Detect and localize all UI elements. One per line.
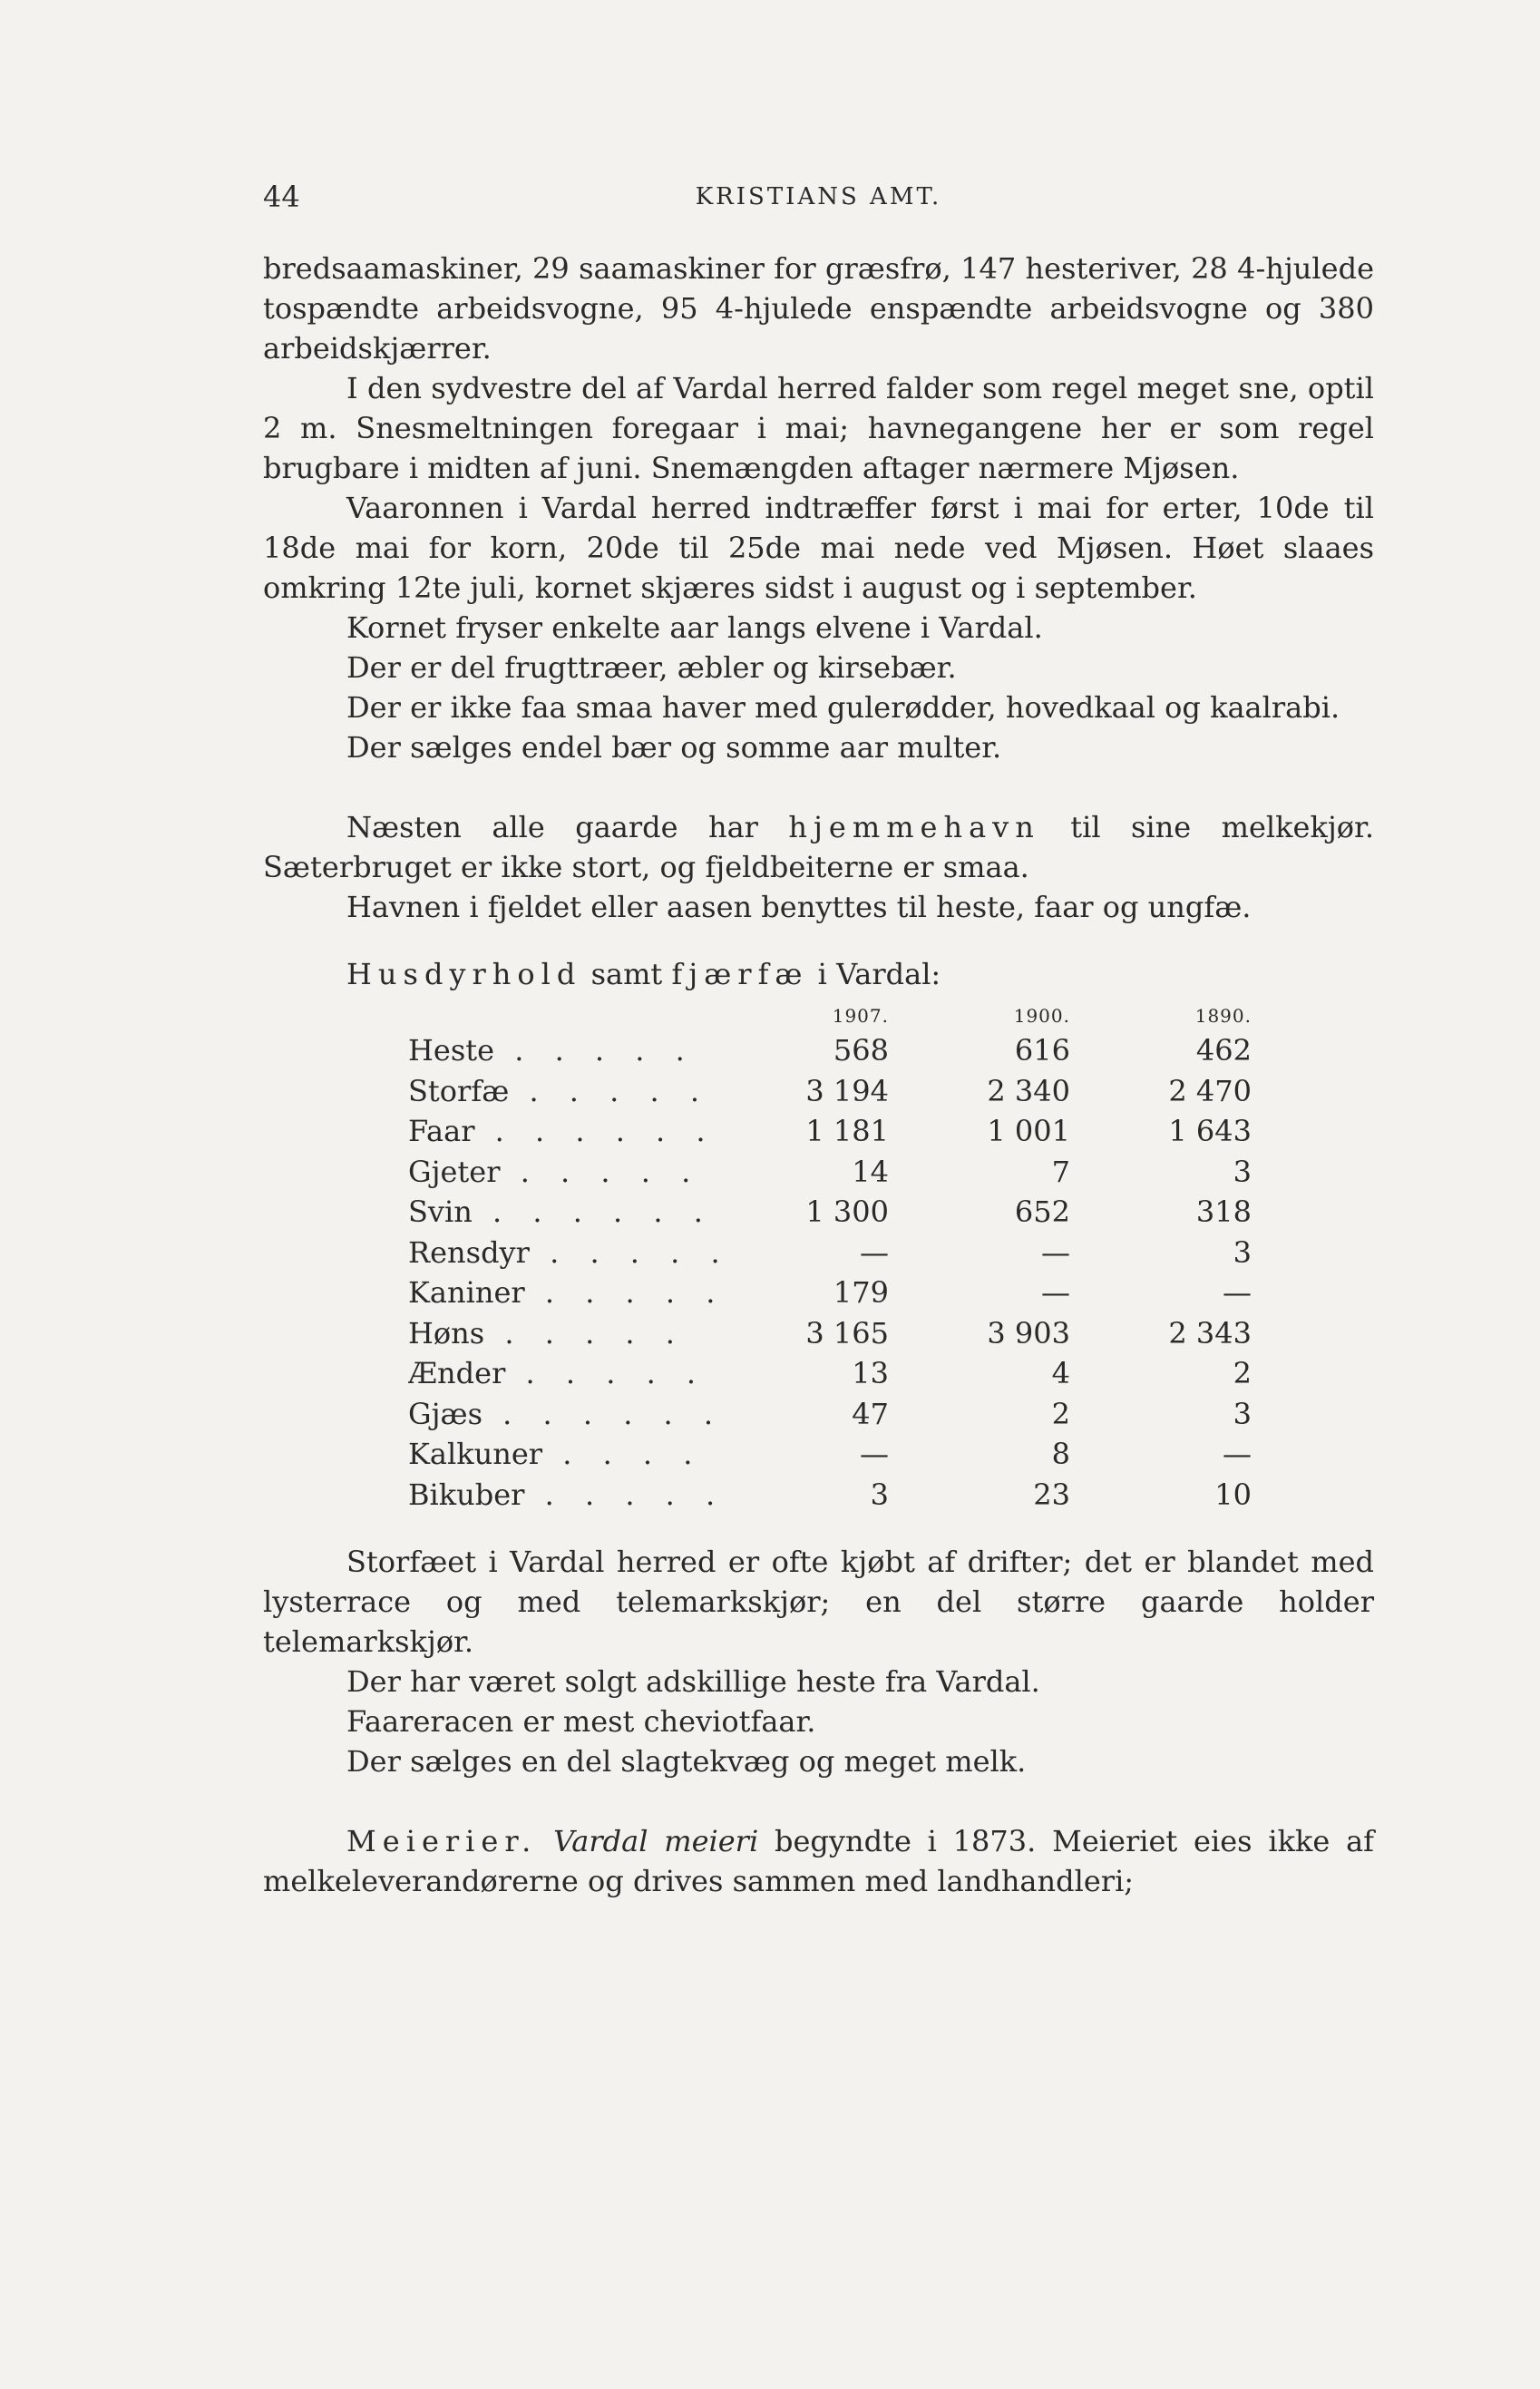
table-row (408, 1313, 1252, 1354)
text-run: til sine melkekjør. Sæterbruget er ikke stort, og fjeldbeiterne er smaa. (263, 810, 1375, 884)
paragraph: Der er ikke faa smaa haver med gulerødder, hovedkaal og kaalrabi. (346, 690, 1340, 725)
dot-leader: . . . . . (524, 1275, 726, 1311)
table-row (408, 1071, 1252, 1112)
cell-1890: 3 (1233, 1154, 1252, 1189)
cell-1907: 13 (852, 1356, 889, 1391)
cell-1900: 4 (1051, 1356, 1070, 1391)
cell-1900: 616 (1014, 1033, 1070, 1068)
animal-name: Bikuber (408, 1477, 525, 1512)
paragraph: Der er del frugttræer, æbler og kirsebær. (346, 650, 957, 685)
cell-1900: — (1041, 1234, 1070, 1270)
cell-1890: 2 (1233, 1356, 1252, 1391)
row-label (408, 1071, 789, 1112)
animal-name: Faar (408, 1114, 475, 1149)
cell-1907: 47 (852, 1396, 889, 1431)
paragraph: Der sælges en del slagtekvæg og meget melk. (346, 1744, 1027, 1779)
column-header-1900: 1900. (1013, 1005, 1070, 1027)
dot-leader: . . . . . (505, 1356, 707, 1391)
cell-1890: — (1223, 1437, 1252, 1472)
paragraph: Der sælges endel bær og somme aar multer. (346, 730, 1002, 765)
animal-name: Kalkuner (408, 1437, 543, 1472)
row-label (408, 1394, 789, 1435)
column-header-blank (408, 1005, 789, 1030)
column-header-1907: 1907. (832, 1005, 889, 1027)
animal-name: Gjæs (408, 1396, 482, 1431)
cell-1890: 462 (1195, 1033, 1252, 1068)
cell-1907: 179 (833, 1275, 889, 1311)
livestock-table (408, 1005, 1252, 1515)
cell-1890: 10 (1214, 1477, 1252, 1512)
row-label (408, 1152, 789, 1193)
table-row (408, 1152, 1252, 1193)
table-row (408, 1475, 1252, 1516)
row-label (408, 1434, 789, 1475)
cell-1907: 3 194 (805, 1073, 889, 1108)
table-row (408, 1394, 1252, 1435)
cell-1907: 1 300 (805, 1194, 889, 1230)
text-run: Næsten alle gaarde har (346, 810, 789, 844)
dot-leader: . . . . . . (472, 1194, 714, 1230)
animal-name: Svin (408, 1194, 473, 1230)
paragraph: Vaaronnen i Vardal herred indtræffer først i mai for erter, 10de til 18de mai for korn, 20de til 25de mai nede ved Mjøsen. Høet slaaes omkring 12te juli, kornet skjæres sidst i august og i september. (263, 491, 1374, 605)
cell-1900: 2 (1051, 1396, 1070, 1431)
cell-1890: 2 470 (1168, 1073, 1252, 1108)
animal-name: Heste (408, 1033, 495, 1068)
animal-name: Storfæ (408, 1073, 510, 1108)
dot-leader: . . . . . (524, 1477, 726, 1512)
cell-1907: 3 (870, 1477, 889, 1512)
cell-1907: 14 (852, 1154, 889, 1189)
table-header-row (408, 1005, 1252, 1030)
page-header (263, 172, 1374, 227)
paragraph: Havnen i fjeldet eller aasen benyttes til heste, faar og ungfæ. (346, 890, 1252, 924)
cell-1900: 2 340 (987, 1073, 1070, 1108)
dot-leader: . . . . . . (474, 1114, 716, 1149)
cell-1900: 8 (1051, 1437, 1070, 1472)
cell-1900: 1 001 (987, 1114, 1070, 1149)
table-row (408, 1233, 1252, 1273)
cell-1890: — (1223, 1275, 1252, 1311)
dot-leader: . . . . . (509, 1073, 710, 1108)
cell-1907: 568 (833, 1033, 889, 1068)
row-label (408, 1192, 789, 1233)
cell-1900: 23 (1033, 1477, 1070, 1512)
animal-name: Kaniner (408, 1275, 525, 1311)
animal-name: Ænder (408, 1356, 506, 1391)
table-row (408, 1030, 1252, 1071)
cell-1890: 2 343 (1168, 1315, 1252, 1351)
text-run: begyndte i 1873. Meieriet eies ikke af melkeleverandørerne og drives sammen med landhandleri; (263, 1824, 1375, 1898)
running-title: KRISTIANS AMT. (695, 183, 942, 210)
paragraph: bredsaamaskiner, 29 saamaskiner for græsfrø, 147 hesteriver, 28 4-hjulede tospændte arbeidsvogne, 95 4-hjulede enspændte arbeidsvogne og 380 arbeidskjærrer. (263, 251, 1374, 366)
dot-leader: . . . . (542, 1437, 704, 1472)
document-page (263, 172, 1374, 1901)
section-heading: Meierier. (346, 1824, 538, 1858)
cell-1907: 1 181 (805, 1114, 889, 1149)
cell-1890: 3 (1233, 1396, 1252, 1431)
spaced-term: Husdyrhold (346, 957, 582, 991)
row-label (408, 1273, 789, 1313)
dot-leader: . . . . . (494, 1033, 696, 1068)
cell-1900: 7 (1051, 1154, 1070, 1189)
dot-leader: . . . . . (484, 1315, 686, 1351)
cell-1890: 3 (1233, 1234, 1252, 1270)
animal-name: Gjeter (408, 1154, 501, 1189)
paragraph: Der har været solgt adskillige heste fra Vardal. (346, 1664, 1040, 1699)
table-row (408, 1192, 1252, 1233)
dot-leader: . . . . . . (482, 1396, 725, 1431)
row-label (408, 1233, 789, 1273)
spaced-term: fjærfæ (671, 957, 809, 991)
cell-1890: 1 643 (1168, 1114, 1252, 1149)
text-block-top (263, 249, 1374, 767)
cell-1907: — (860, 1234, 889, 1270)
cell-1907: — (860, 1437, 889, 1472)
animal-name: Høns (408, 1315, 485, 1351)
dot-leader: . . . . . (500, 1154, 702, 1189)
cell-1890: 318 (1195, 1194, 1252, 1230)
spaced-term: hjemmehavn (788, 810, 1040, 844)
cell-1907: 3 165 (805, 1315, 889, 1351)
column-header-1890: 1890. (1194, 1005, 1252, 1027)
table-row (408, 1353, 1252, 1394)
table-row (408, 1111, 1252, 1152)
dot-leader: . . . . . (529, 1234, 731, 1270)
cell-1900: 3 903 (987, 1315, 1070, 1351)
paragraph-meierier (263, 1821, 1374, 1901)
text-run: i Vardal: (808, 957, 941, 991)
row-label (408, 1313, 789, 1354)
table-title (346, 954, 1374, 994)
text-block-havn (263, 807, 1374, 927)
cell-1900: — (1041, 1275, 1070, 1311)
paragraph: Kornet fryser enkelte aar langs elvene i Vardal. (346, 610, 1043, 645)
animal-name: Rensdyr (408, 1234, 530, 1270)
text-block-bottom (263, 1542, 1374, 1781)
table-row (408, 1434, 1252, 1475)
cell-1900: 652 (1014, 1194, 1070, 1230)
paragraph: Faareracen er mest cheviotfaar. (346, 1704, 816, 1739)
paragraph: Storfæet i Vardal herred er ofte kjøbt af drifter; det er blandet med lysterrace og med telemarkskjør; en del større gaarde holder telemarkskjør. (263, 1545, 1374, 1659)
table-row (408, 1273, 1252, 1313)
row-label (408, 1111, 789, 1152)
row-label (408, 1030, 789, 1071)
paragraph (263, 807, 1374, 887)
paragraph: I den sydvestre del af Vardal herred falder som regel meget sne, optil 2 m. Snesmeltningen foregaar i mai; havnegangene her er som regel brugbare i midten af juni. Snemængden aftager nærmere Mjøsen. (263, 371, 1374, 485)
page-number: 44 (263, 180, 300, 214)
italic-name: Vardal meieri (553, 1824, 759, 1858)
row-label (408, 1475, 789, 1516)
row-label (408, 1353, 789, 1394)
text-run: samt (581, 957, 672, 991)
